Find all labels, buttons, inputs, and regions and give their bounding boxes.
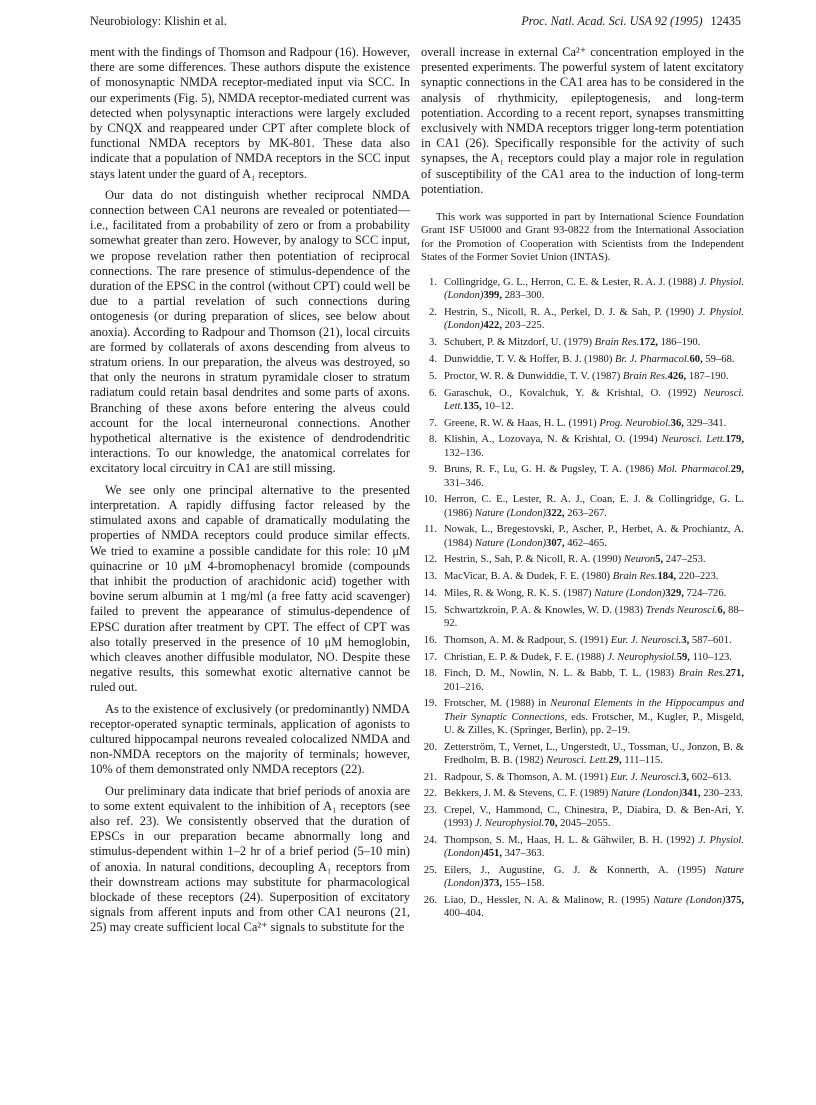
reference-pages: 203–225. [501, 320, 545, 332]
reference-item [421, 387, 744, 413]
reference-volume: 3, [681, 634, 690, 646]
reference-item [421, 553, 744, 566]
reference-volume: 172, [639, 337, 658, 349]
reference-volume: 70, [544, 818, 558, 830]
reference-volume: 59, [676, 651, 690, 663]
reference-item [421, 771, 744, 784]
reference-number: 19. [423, 698, 437, 710]
reference-authors: Hestrin, S., Nicoll, R. A., Perkel, D. J. & Sah, P. (1990) [444, 307, 699, 319]
header-journal-info [521, 14, 741, 29]
reference-number: 11. [424, 524, 437, 536]
reference-pages: 230–233. [700, 788, 743, 800]
reference-authors: Thomson, A. M. & Radpour, S. (1991) [444, 634, 611, 646]
reference-journal: Neuron [623, 554, 656, 566]
reference-pages: 247–253. [663, 554, 706, 566]
reference-number: 21. [423, 771, 437, 783]
reference-pages: 462–465. [564, 537, 607, 549]
reference-pages: 2045–2055. [557, 818, 611, 830]
reference-pages: 110–123. [689, 651, 732, 663]
reference-number: 22. [423, 788, 437, 800]
reference-item [421, 667, 744, 693]
reference-authors: Eilers, J., Augustine, G. J. & Konnerth, A. (1995) [444, 865, 715, 877]
reference-pages: 587–601. [689, 634, 732, 646]
reference-journal: Nature (London) [653, 895, 726, 907]
reference-item [421, 523, 744, 549]
reference-number: 24. [423, 835, 437, 847]
reference-number: 2. [429, 307, 437, 319]
journal-citation: Proc. Natl. Acad. Sci. USA 92 (1995) [521, 14, 703, 28]
reference-number: 7. [429, 417, 437, 429]
reference-number: 10. [423, 494, 437, 506]
reference-pages: 155–158. [501, 878, 545, 890]
reference-pages: 187–190. [686, 370, 729, 382]
reference-pages: 88–92. [444, 604, 744, 629]
reference-item [421, 894, 744, 920]
body-paragraph: Our data do not distinguish whether reciprocal NMDA connection between CA1 neurons are revealed or potentiated—i.e., facilitated from a probability of zero or from a probability somewhat greater than zero. However, by analogy to SCC input, we propose revelation rather then potentiation of reciprocal connections. The rare presence of stimulus-dependence of the duration of the EPSC in the control (without CPT) could well be due to a partial revelation of such connections during ontogenesis (or during preparation of slices, see below about anoxia). According to Radpour and Thomson (21), local circuits are formed by collaterals of axons descending from alveus to stratum oriens. In our preparation, the alveus was destroyed, so that only the neurons in stratum pyramidale closer to stratum radiatum could retain basal dendrites and some parts of axons. Branching of these axons before entering the alveus could account for the local interneuronal connections. Another hypothetical alternative is the existence of dendrodendritic interactions. To our knowledge, the anatomical correlates for excitatory local circuitry in CA1 are still missing. [90, 187, 410, 476]
reference-item [421, 370, 744, 383]
reference-pages: 10–12. [481, 400, 514, 412]
reference-journal: Br. J. Pharmacol. [615, 354, 690, 366]
reference-number: 12. [423, 554, 437, 566]
reference-item [421, 463, 744, 489]
reference-item [421, 787, 744, 800]
reference-authors: Schwartzkroin, P. A. & Knowles, W. D. (1983) [444, 604, 646, 616]
reference-volume: 422, [483, 320, 502, 332]
reference-volume: 426, [667, 370, 687, 382]
reference-volume: 3, [681, 771, 690, 783]
reference-volume: 36, [670, 417, 684, 429]
reference-pages: 331–346. [444, 477, 484, 489]
reference-journal: Eur. J. Neurosci. [610, 634, 682, 646]
reference-authors: Greene, R. W. & Haas, H. L. (1991) [444, 417, 600, 429]
reference-authors: Miles, R. & Wong, R. K. S. (1987) [444, 588, 595, 599]
reference-volume: 375, [725, 895, 745, 907]
body-paragraph: overall increase in external Ca²⁺ concentration employed in the presented experiments. The powerful system of latent excitatory synaptic connections in the CA1 area has to be considered in the analysis of rhythmicity, epileptogenesis, and long-term potentiation. According to a recent report, synapses transmitting exclusively with NMDA receptors trigger long-term potentiation in CA1 (26). Specifically responsible for the activity of such synapses, the A₁ receptors could play a major role in regulation of susceptibility of the CA1 area to the induction of long-term potentiation. [421, 45, 744, 196]
reference-item [421, 587, 744, 600]
reference-journal: Neurosci. Lett. [546, 754, 609, 766]
reference-volume: 179, [725, 434, 744, 446]
reference-authors: Finch, D. M., Nowlin, N. L. & Babb, T. L. (1983) [444, 668, 679, 680]
reference-volume: 307, [546, 537, 565, 549]
reference-journal: Neurosci. Lett. [661, 434, 726, 446]
reference-pages: 400–404. [444, 908, 484, 920]
reference-authors: Bruns, R. F., Lu, G. H. & Pugsley, T. A. (1986) [444, 464, 658, 476]
reference-pages: 724–726. [683, 588, 727, 599]
reference-journal: Nature (London) [474, 507, 547, 519]
reference-number: 5. [429, 370, 437, 382]
reference-journal: Brain Res. [594, 337, 640, 349]
page-number: 12435 [710, 14, 741, 28]
reference-journal: Neuronal Elements in the Hippocampus and Their Synaptic Connections, [444, 698, 744, 723]
reference-item [421, 834, 744, 860]
reference-authors: Crepel, V., Hammond, C., Chinestra, P., Diabira, D. & Ben-Ari, Y. (1993) [444, 805, 744, 830]
reference-journal: Prog. Neurobiol. [599, 417, 671, 429]
reference-pages: 220–223. [676, 571, 719, 583]
reference-number: 18. [423, 668, 437, 680]
reference-journal: J. Neurophysiol. [474, 818, 545, 830]
reference-journal: Nature (London) [444, 865, 744, 890]
reference-item [421, 741, 744, 767]
reference-volume: 451, [483, 848, 502, 860]
reference-volume: 399, [483, 290, 502, 302]
reference-number: 26. [423, 895, 437, 907]
reference-authors: Nowak, L., Bregestovski, P., Ascher, P., Herbet, A. & Prochiantz, A. (1984) [444, 524, 744, 549]
reference-authors: Proctor, W. R. & Dunwiddie, T. V. (1987) [444, 370, 623, 382]
reference-authors: Dunwiddie, T. V. & Hoffer, B. J. (1980) [444, 354, 616, 366]
reference-authors: Klishin, A., Lozovaya, N. & Krishtal, O. (1994) [444, 434, 662, 446]
reference-number: 20. [423, 741, 437, 753]
reference-number: 25. [423, 865, 437, 877]
reference-authors: MacVicar, B. A. & Dudek, F. E. (1980) [444, 571, 613, 583]
reference-item [421, 276, 744, 302]
reference-journal: Neurosci. Lett. [444, 387, 744, 412]
header-section-authors: Neurobiology: Klishin et al. [90, 14, 227, 28]
reference-authors: Hestrin, S., Sah, P. & Nicoll, R. A. (1990) [444, 554, 624, 566]
reference-number: 4. [429, 354, 437, 366]
reference-number: 16. [423, 634, 437, 646]
reference-volume: 5, [655, 554, 664, 566]
body-paragraph: As to the existence of exclusively (or predominantly) NMDA receptor-operated synaptic terminals, application of agonists to cultured hippocampal neurons revealed colocalized NMDA and non-NMDA receptors on the majority of terminals; however, 10% of them demonstrated only NMDA receptors (22). [90, 701, 410, 777]
reference-number: 8. [429, 434, 437, 446]
reference-volume: 341, [682, 788, 701, 800]
reference-pages: 329–341. [683, 417, 727, 429]
reference-authors: Frotscher, M. (1988) in [444, 698, 551, 710]
reference-journal: Trends Neurosci. [645, 604, 718, 616]
reference-pages: eds. Frotscher, M., Kugler, P., Misgeld, U. & Zilles, K. (Springer, Berlin), pp. 2–19. [444, 711, 745, 736]
reference-journal: J. Physiol. (London) [444, 835, 744, 860]
reference-pages: 186–190. [657, 337, 701, 349]
reference-volume: 29, [730, 464, 745, 476]
reference-authors: Zetterström, T., Vernet, L., Ungerstedt, U., Tossman, U., Jonzon, B. & Fredholm, B. B. (1982) [444, 741, 744, 766]
reference-pages: 59–68. [702, 354, 735, 366]
reference-journal: J. Neurophysiol. [607, 651, 677, 663]
reference-volume: 6, [717, 604, 726, 616]
reference-item [421, 493, 744, 519]
reference-item [421, 864, 744, 890]
reference-authors: Schubert, P. & Mitzdorf, U. (1979) [444, 337, 595, 349]
reference-volume: 322, [546, 507, 565, 519]
reference-authors: Bekkers, J. M. & Stevens, C. F. (1989) [444, 788, 611, 800]
reference-number: 9. [429, 464, 437, 476]
reference-authors: Liao, D., Hessler, N. A. & Malinow, R. (1995) [444, 895, 654, 907]
reference-authors: Herron, C. E., Lester, R. A. J., Coan, E. J. & Collingridge, G. L. (1986) [444, 494, 744, 519]
reference-item [421, 306, 744, 332]
reference-journal: Brain Res. [678, 668, 726, 680]
reference-journal: Brain Res. [622, 370, 668, 382]
reference-item [421, 804, 744, 830]
body-paragraph: ment with the findings of Thomson and Radpour (16). However, there are some differences. These authors dispute the existence of monosynaptic NMDA receptor-mediated input via SCC. In our experiments (Fig. 5), NMDA receptor-mediated current was detected when polysynaptic interactions were largely excluded by CNQX and reappeared under CPT after complete block of functional NMDA receptors by MK-801. These data also indicate that a population of NMDA receptors in the SCC input stays latent under the guard of A₁ receptors. [90, 45, 410, 181]
reference-authors: Christian, E. P. & Dudek, F. E. (1988) [444, 651, 608, 663]
reference-pages: 347–363. [501, 848, 545, 860]
reference-journal: Mol. Pharmacol. [657, 464, 731, 476]
reference-item [421, 353, 744, 366]
reference-volume: 135, [463, 400, 482, 412]
body-paragraph: We see only one principal alternative to the presented interpretation. A rapidly diffusing factor released by the stimulated axons and capable of dramatically modulating the properties of NMDA receptors could produce similar effects. We tried to examine a possible candidate for this role: 10 μM quinacrine or 10 μM 4-bromophenacyl bromide (compounds that inhibit the production of arachidonic acid) together with bovine serum albumin at 1 mg/ml (a free fatty acid scavenger) failed to prevent the appearance of stimulus-dependence of EPSC duration after treatment by CPT. The effect of CPT was also totally preserved in the presence of 10 μM hemoglobin, which cleaves another diffusible modulator, NO. Despite these negative results, this somewhat exotic alternative cannot be ruled out. [90, 482, 410, 695]
reference-number: 15. [423, 604, 437, 616]
reference-authors: Garaschuk, O., Kovalchuk, Y. & Krishtal, O. (1992) [444, 387, 704, 399]
reference-number: 3. [429, 337, 437, 349]
reference-item [421, 336, 744, 349]
reference-item [421, 651, 744, 664]
reference-item [421, 417, 744, 430]
reference-pages: 283–300. [501, 290, 545, 302]
reference-number: 6. [429, 387, 437, 399]
left-column [90, 45, 410, 942]
reference-item [421, 570, 744, 583]
reference-volume: 271, [725, 668, 744, 680]
reference-journal: J. Physiol. (London) [444, 307, 744, 332]
reference-volume: 60, [689, 354, 703, 366]
reference-item [421, 433, 744, 459]
reference-pages: 602–613. [689, 771, 732, 783]
reference-item [421, 634, 744, 647]
reference-pages: 111–115. [621, 754, 663, 766]
running-header [90, 14, 741, 34]
reference-volume: 329, [665, 588, 684, 599]
right-column [421, 45, 744, 924]
reference-number: 17. [423, 651, 437, 663]
reference-journal: Eur. J. Neurosci. [610, 771, 682, 783]
reference-item [421, 604, 744, 630]
reference-authors: Thompson, S. M., Haas, H. L. & Gähwiler, B. H. (1992) [444, 835, 699, 847]
reference-journal: Nature (London) [594, 588, 666, 599]
acknowledgment: This work was supported in part by International Science Foundation Grant ISF U5I000 and Grant 93-0822 from the International Association for the Promotion of Cooperation with Scientists from the Independent States of the Former Soviet Union (INTAS). [421, 211, 744, 263]
reference-pages: 201–216. [444, 681, 484, 693]
reference-authors: Radpour, S. & Thomson, A. M. (1991) [444, 771, 611, 783]
reference-number: 23. [423, 805, 437, 817]
reference-volume: 29, [608, 754, 622, 766]
reference-pages: 263–267. [564, 507, 607, 519]
reference-journal: Nature (London) [474, 537, 547, 549]
reference-pages: 132–136. [444, 447, 484, 459]
reference-number: 14. [423, 588, 437, 599]
reference-journal: J. Physiol. (London) [444, 277, 744, 302]
reference-authors: Collingridge, G. L., Herron, C. E. & Lester, R. A. J. (1988) [444, 277, 700, 289]
reference-item [421, 697, 744, 737]
reference-number: 13. [423, 571, 437, 583]
reference-list [421, 276, 744, 920]
reference-journal: Brain Res. [612, 571, 658, 583]
reference-volume: 373, [483, 878, 502, 890]
reference-volume: 184, [657, 571, 677, 583]
reference-journal: Nature (London) [610, 788, 683, 800]
reference-number: 1. [429, 277, 437, 289]
body-paragraph: Our preliminary data indicate that brief periods of anoxia are to some extent equivalent to the inhibition of A₁ receptors (see also ref. 23). We consistently observed that the duration of EPSCs in our preparation became abnormally long and stimulus-dependent within 1–2 hr of a brief period (5–10 min) of anoxia. In natural conditions, decoupling A₁ receptors from their downstream actions may substitute for pharmacological blockade of these receptors (24). Superposition of excitatory signals from afferent inputs and from other CA1 neurons (21, 25) may create sufficient local Ca²⁺ signals to substitute for the [90, 783, 410, 935]
